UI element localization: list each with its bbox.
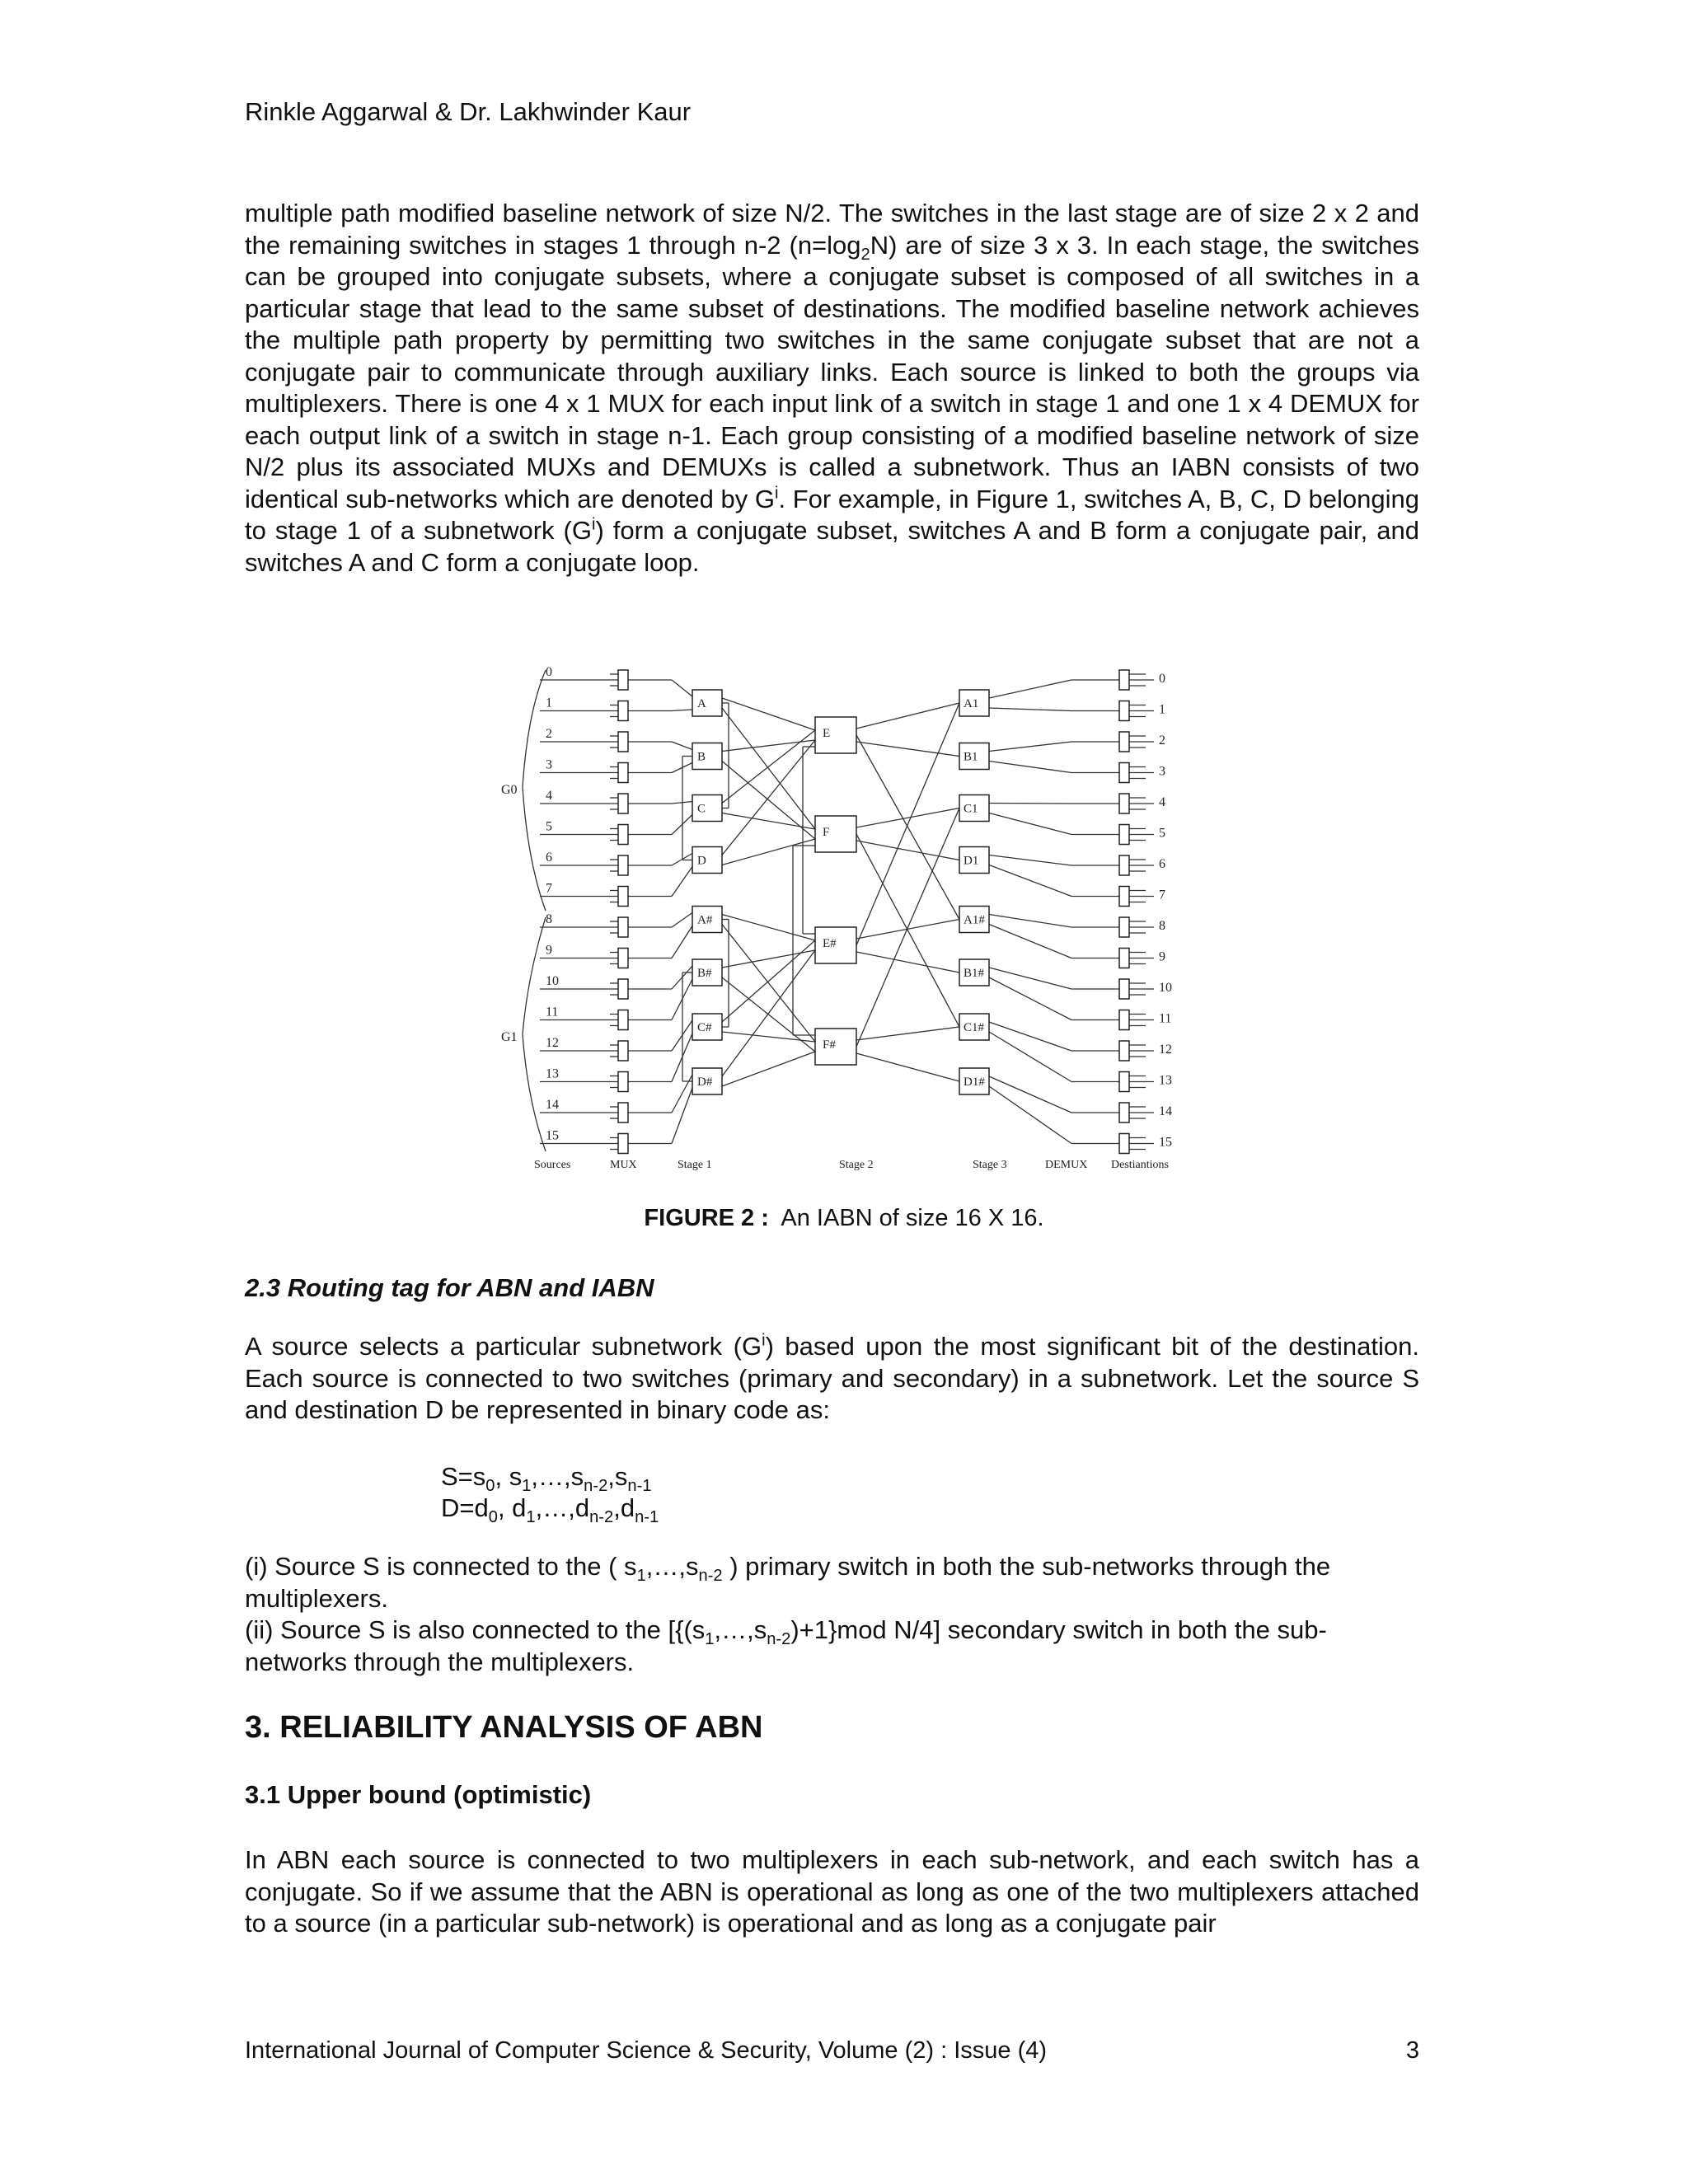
dest-label-14: 14 — [1159, 1104, 1172, 1118]
demux-7 — [1119, 887, 1129, 907]
demux-1 — [1119, 701, 1129, 721]
dest-label-8: 8 — [1159, 919, 1165, 933]
running-header: Rinkle Aggarwal & Dr. Lakhwinder Kaur — [245, 97, 692, 126]
figure-caption — [0, 1205, 1688, 1232]
source-label-12: 12 — [546, 1036, 559, 1050]
bottom-label-6: Destiantions — [1111, 1159, 1169, 1171]
source-label-4: 4 — [546, 789, 552, 803]
source-label-15: 15 — [546, 1128, 559, 1143]
dest-label-0: 0 — [1159, 672, 1165, 686]
formula-destination-binary: $D=d_0$, $d_1,\dots,d_{n-2},d_{n-1}$ — [441, 1493, 659, 1527]
bottom-label-1: MUX — [610, 1159, 637, 1171]
mux-11 — [618, 1010, 628, 1030]
list-item-secondary: (ii) Source S is also connected to the [$\{(s_1,\dots,s_{n-2})+1\}mod$ N/4] secondary switch in both the sub-networks through the multiplexers. — [245, 1615, 1327, 1676]
group-label-g0: G0 — [501, 783, 518, 797]
demux-10 — [1119, 979, 1129, 999]
dest-label-3: 3 — [1159, 764, 1165, 779]
source-label-3: 3 — [546, 757, 552, 772]
stage2-switch-3 — [815, 1029, 856, 1065]
figure-caption-label: FIGURE 2 : — [644, 1205, 769, 1231]
demux-13 — [1119, 1072, 1129, 1092]
stage1-label-5: B# — [697, 967, 712, 980]
mux-4 — [618, 794, 628, 813]
page-footer: International Journal of Computer Science & Security, Volume (2) : Issue (4) — [245, 2037, 1048, 2064]
page-number: 3 — [1405, 2037, 1419, 2064]
stage1-label-3: D — [697, 854, 706, 868]
iabn-network-figure — [495, 663, 1179, 1174]
mux-15 — [618, 1134, 628, 1154]
demux-3 — [1119, 763, 1129, 783]
mux-1 — [618, 701, 628, 721]
stage1-label-4: A# — [697, 913, 713, 927]
stage2-switch-1 — [815, 816, 856, 852]
mux-10 — [618, 979, 628, 999]
stage2-label-0: E — [823, 727, 831, 740]
dest-label-15: 15 — [1159, 1135, 1172, 1150]
mux-12 — [618, 1041, 628, 1061]
stage2-switch-0 — [815, 717, 856, 753]
source-label-8: 8 — [546, 912, 552, 926]
paragraph-abn-description: multiple path modified baseline network of size N/2. The switches in the last stage are of size 2 x 2 and the remaining switches in stages 1 through n-2 $(n=\log_2N)$ are of size 3 x 3. In each stage, the switches can be grouped into conjugate subsets, where a conjugate subset is composed of all switches in a particular stage that lead to the same subset of destinations. The modified baseline network achieves the multiple path property by permitting two switches in the same conjugate subset that are not a conjugate pair to communicate through auxiliary links. Each source is linked to both the groups via multiplexers. There is one 4 x 1 MUX for each input link of a switch in stage 1 and one 1 x 4 DEMUX for each output link of a switch in stage n-1. Each group consisting of a modified baseline network of size N/2 plus its associated MUXs and DEMUXs is called a subnetwork. Thus an IABN consists of two identical sub-networks which are denoted by $G^i$. For example, in Figure 1, switches A, B, C, D belonging to stage 1 of a subnetwork $(G^i)$ form a conjugate subset, switches A and B form a conjugate pair, and switches A and C form a conjugate loop. — [245, 199, 1419, 577]
dest-label-11: 11 — [1159, 1011, 1172, 1026]
stage2-label-3: F# — [823, 1038, 836, 1052]
demux-5 — [1119, 825, 1129, 845]
demux-12 — [1119, 1041, 1129, 1061]
group-label-g1: G1 — [501, 1030, 518, 1044]
demux-11 — [1119, 1010, 1129, 1030]
source-label-6: 6 — [546, 851, 552, 865]
source-label-0: 0 — [546, 665, 552, 679]
dest-label-10: 10 — [1159, 981, 1172, 995]
bottom-label-0: Sources — [534, 1159, 571, 1171]
paragraph-routing: A source selects a particular subnetwork $(G^i)$ based upon the most significant bit of the destination. Each source is connected to two switches (primary and secondary) in a subnetwork. Let the source S and destination D be represented in binary code as: — [245, 1331, 1419, 1424]
mux-2 — [618, 732, 628, 752]
list-item-primary: (i) Source S is connected to the ( $s_1,\dots,s_{n-2}$ ) primary switch in both the sub-networks through the multiplexers. — [245, 1552, 1331, 1613]
figure-caption-text: An IABN of size 16 X 16. — [781, 1205, 1044, 1231]
mux-5 — [618, 825, 628, 845]
stage1-label-6: C# — [697, 1021, 712, 1034]
stage1-label-2: C — [697, 802, 706, 816]
mux-9 — [618, 949, 628, 968]
stage3-label-1: B1 — [964, 750, 978, 764]
stage3-label-6: C1# — [964, 1021, 985, 1034]
bottom-label-2: Stage 1 — [678, 1159, 712, 1171]
section-heading-2-3: 2.3 Routing tag for ABN and IABN — [245, 1273, 654, 1302]
mux-7 — [618, 887, 628, 907]
bottom-label-3: Stage 2 — [839, 1159, 874, 1171]
source-label-5: 5 — [546, 819, 552, 834]
source-label-14: 14 — [546, 1098, 559, 1112]
dest-label-6: 6 — [1159, 857, 1165, 871]
source-label-9: 9 — [546, 943, 552, 958]
source-label-7: 7 — [546, 881, 552, 896]
dest-label-12: 12 — [1159, 1043, 1172, 1057]
figure-components — [618, 670, 1129, 1154]
mux-13 — [618, 1072, 628, 1092]
dest-label-2: 2 — [1159, 733, 1165, 748]
mux-8 — [618, 917, 628, 937]
mux-6 — [618, 855, 628, 875]
demux-8 — [1119, 917, 1129, 937]
section-heading-3-1: 3.1 Upper bound (optimistic) — [245, 1780, 592, 1809]
demux-14 — [1119, 1103, 1129, 1122]
stage3-label-7: D1# — [964, 1076, 985, 1089]
source-label-2: 2 — [546, 727, 552, 741]
dest-label-13: 13 — [1159, 1073, 1172, 1088]
stage1-label-7: D# — [697, 1076, 713, 1089]
bottom-label-4: Stage 3 — [973, 1159, 1007, 1171]
source-label-1: 1 — [546, 696, 552, 710]
mux-0 — [618, 670, 628, 690]
source-label-11: 11 — [546, 1005, 559, 1019]
stage1-label-0: A — [697, 697, 706, 710]
stage2-label-2: E# — [823, 937, 837, 950]
stage3-label-5: B1# — [964, 967, 985, 980]
demux-9 — [1119, 949, 1129, 968]
paragraph-reliability: In ABN each source is connected to two multiplexers in each sub-network, and each switch has a conjugate. So if we assume that the ABN is operational as long as one of the two multiplexers attached to a source (in a particular sub-network) is operational and as long as a conjugate pair — [245, 1845, 1419, 1938]
dest-label-7: 7 — [1159, 888, 1165, 902]
stage3-label-0: A1 — [964, 697, 979, 710]
dest-label-4: 4 — [1159, 795, 1165, 809]
stage3-label-3: D1 — [964, 854, 979, 868]
bottom-label-5: DEMUX — [1045, 1159, 1088, 1171]
dest-label-9: 9 — [1159, 949, 1165, 964]
dest-label-5: 5 — [1159, 826, 1165, 841]
stage2-label-1: F — [823, 826, 830, 839]
section-heading-3: 3. RELIABILITY ANALYSIS OF ABN — [245, 1710, 763, 1745]
source-label-13: 13 — [546, 1066, 559, 1081]
stage3-label-4: A1# — [964, 913, 985, 927]
stage3-label-2: C1 — [964, 802, 978, 816]
mux-3 — [618, 763, 628, 783]
stage1-label-1: B — [697, 750, 706, 764]
demux-0 — [1119, 670, 1129, 690]
demux-6 — [1119, 855, 1129, 875]
mux-14 — [618, 1103, 628, 1122]
source-label-10: 10 — [546, 974, 559, 988]
formula-source-binary: $S=s_0$, $s_1,\dots,s_{n-2},s_{n-1}$ — [441, 1462, 652, 1496]
demux-2 — [1119, 732, 1129, 752]
demux-15 — [1119, 1134, 1129, 1154]
demux-4 — [1119, 794, 1129, 813]
dest-label-1: 1 — [1159, 702, 1165, 717]
